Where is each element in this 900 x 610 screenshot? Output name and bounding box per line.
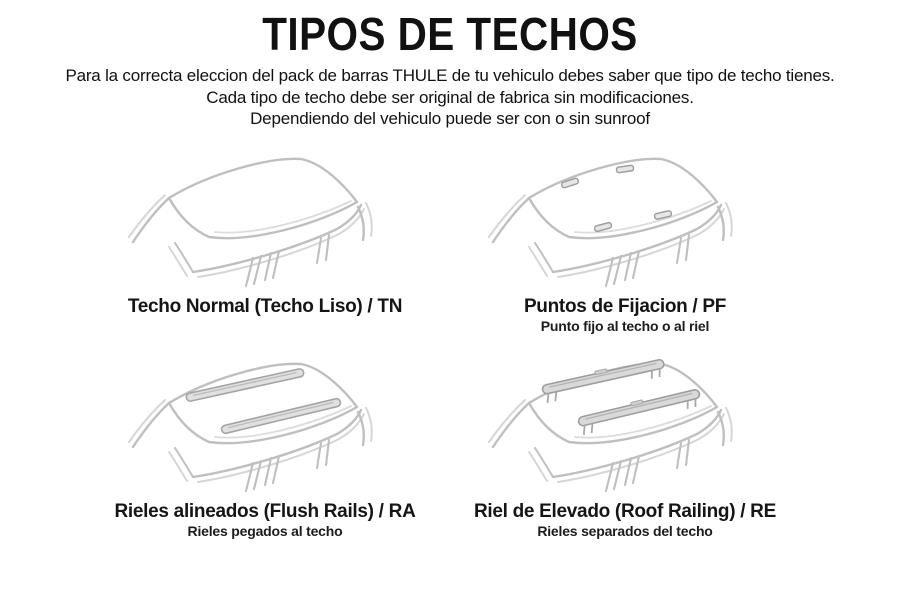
normal-roof-sketch-icon xyxy=(105,146,425,296)
intro-line-1: Para la correcta eleccion del pack de barras THULE de tu vehiculo debes saber que tipo de techo tienes. xyxy=(65,66,835,86)
roof-type-caption-re: Riel de Elevado (Roof Railing) / RE xyxy=(474,500,776,522)
roof-type-subcaption-pf: Punto fijo al techo o al riel xyxy=(540,317,710,334)
fixpoint-roof-sketch-icon xyxy=(465,146,785,296)
roof-type-caption-tn: Techo Normal (Techo Liso) / TN xyxy=(127,295,403,317)
roof-type-card-tn xyxy=(85,140,445,335)
page-title: TIPOS DE TECHOS xyxy=(262,8,638,60)
intro-paragraph xyxy=(0,65,900,130)
roof-type-subcaption-ra: Rieles pegados al techo xyxy=(187,522,343,539)
infographic-page xyxy=(0,10,900,610)
raised-railing-roof-sketch-icon xyxy=(465,351,785,501)
flush-rails-roof-sketch-icon xyxy=(105,351,425,501)
roof-type-subcaption-re: Rieles separados del techo xyxy=(537,522,713,539)
roof-types-grid xyxy=(85,140,805,540)
intro-line-2: Cada tipo de techo debe ser original de fabrica sin modificaciones. xyxy=(206,87,694,107)
roof-type-card-ra xyxy=(85,345,445,540)
roof-type-card-re xyxy=(445,345,805,540)
roof-type-card-pf xyxy=(445,140,805,335)
roof-type-caption-ra: Rieles alineados (Flush Rails) / RA xyxy=(114,500,416,522)
roof-type-caption-pf: Puntos de Fijacion / PF xyxy=(523,295,727,317)
intro-line-3: Dependiendo del vehiculo puede ser con o sin sunroof xyxy=(250,109,650,129)
